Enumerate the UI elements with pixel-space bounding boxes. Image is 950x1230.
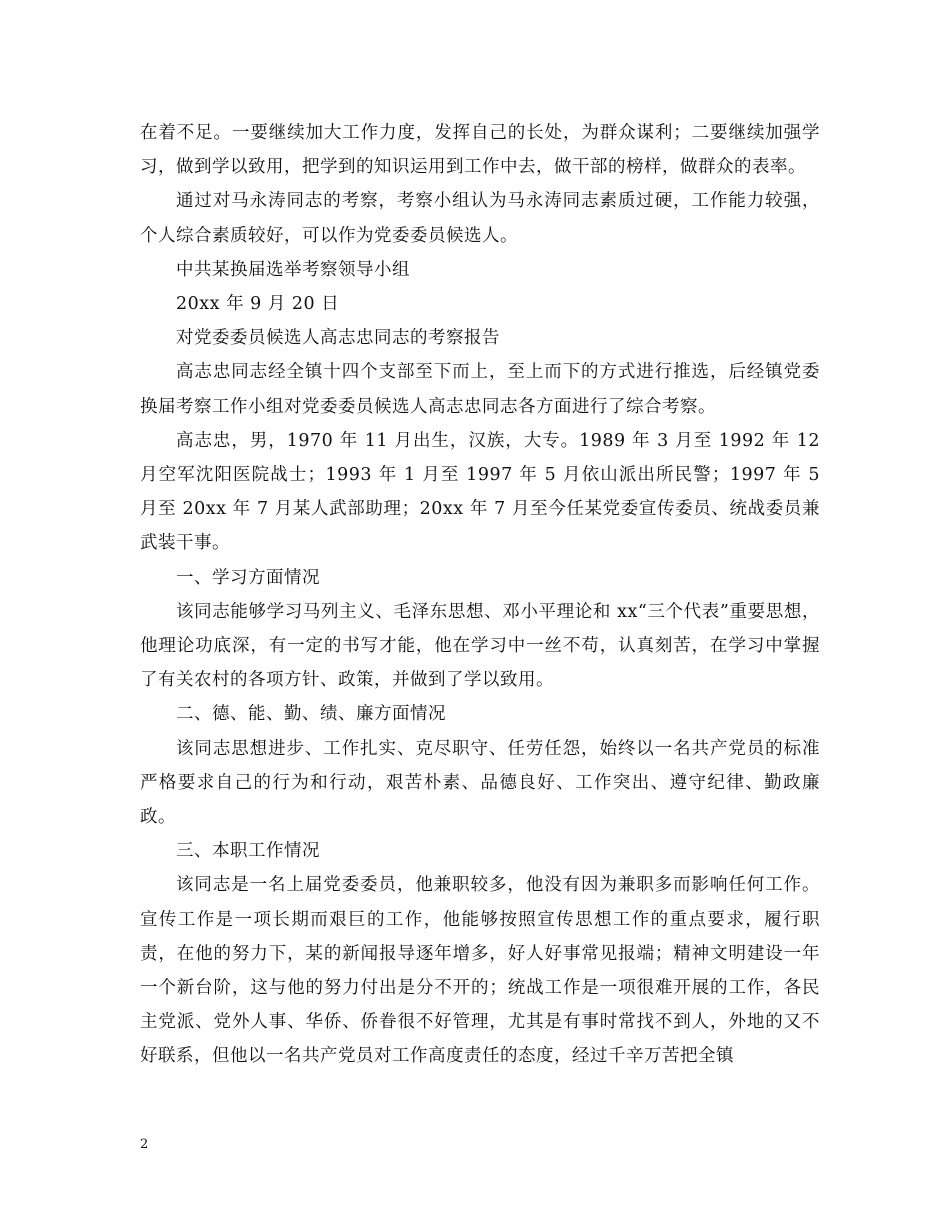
signature-organization: 中共某换届选举考察领导小组 bbox=[176, 259, 410, 280]
paragraph-study: 该同志能够学习马列主义、毛泽东思想、邓小平理论和 xx“三个代表”重要思想，他理论功底深，有一定的书写才能，他在学习中一丝不苟，认真刻苦，在学习中掌握了有关农村的各项方针、政策，并做到了学以致用。 bbox=[140, 601, 820, 691]
paragraph-conclusion: 通过对马永涛同志的考察，考察小组认为马永涛同志素质过硬，工作能力较强，个人综合素质较好，可以作为党委委员候选人。 bbox=[140, 191, 820, 246]
section-heading-conduct: 二、德、能、勤、绩、廉方面情况 bbox=[176, 704, 446, 725]
section-heading-study: 一、学习方面情况 bbox=[176, 567, 320, 588]
paragraph-biography: 高志忠，男，1970 年 11 月出生，汉族，大专。1989 年 3 月至 1992 年 12 月空军沈阳医院战士；1993 年 1 月至 1997 年 5 月依山派出所民警；1997 年 5 月至 20xx 年 7 月某人武部助理；20xx 年 7 月至今任某党委宣传委员、统战委员兼武装干事。 bbox=[140, 430, 820, 554]
document-body bbox=[140, 116, 820, 1074]
paragraph-intro: 高志忠同志经全镇十四个支部至下而上，至上而下的方式进行推选，后经镇党委换届考察工作小组对党委委员候选人高志忠同志各方面进行了综合考察。 bbox=[140, 362, 820, 417]
section-heading-duties: 三、本职工作情况 bbox=[176, 841, 320, 862]
page-number: 2 bbox=[140, 1137, 149, 1152]
signature-date: 20xx 年 9 月 20 日 bbox=[176, 294, 340, 315]
paragraph-conduct: 该同志思想进步、工作扎实、克尽职守、任劳任怨，始终以一名共产党员的标准严格要求自己的行为和行动，艰苦朴素、品德良好、工作突出、遵守纪律、勤政廉政。 bbox=[140, 738, 820, 828]
report-title: 对党委委员候选人高志忠同志的考察报告 bbox=[176, 328, 500, 349]
paragraph-continuation: 在着不足。一要继续加大工作力度，发挥自己的长处，为群众谋利；二要继续加强学习，做到学以致用，把学到的知识运用到工作中去，做干部的榜样，做群众的表率。 bbox=[140, 123, 820, 178]
paragraph-duties: 该同志是一名上届党委委员，他兼职较多，他没有因为兼职多而影响任何工作。宣传工作是一项长期而艰巨的工作，他能够按照宣传思想工作的重点要求，履行职责，在他的努力下，某的新闻报导逐年增多，好人好事常见报端；精神文明建设一年一个新台阶，这与他的努力付出是分不开的；统战工作是一项很难开展的工作，各民主党派、党外人事、华侨、侨眷很不好管理，尤其是有事时常找不到人，外地的又不好联系，但他以一名共产党员对工作高度责任的态度，经过千辛万苦把全镇 bbox=[140, 875, 820, 1067]
